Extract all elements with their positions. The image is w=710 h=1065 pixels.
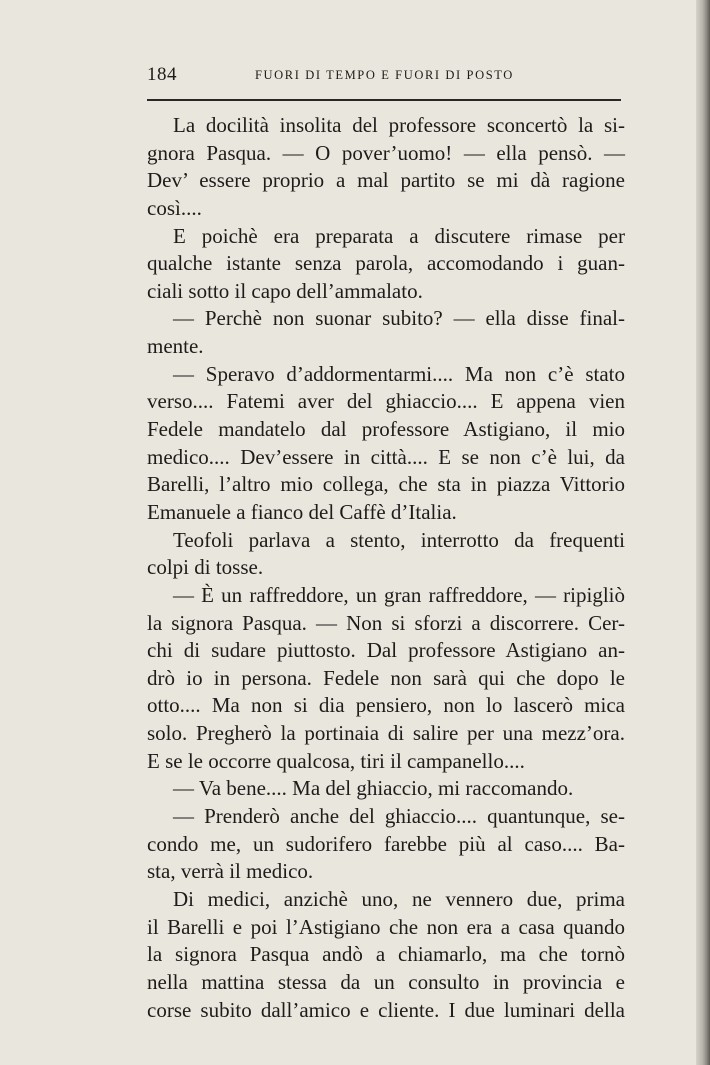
- text-line: Di medici, anzichè uno, ne vennero due, prima: [173, 886, 625, 911]
- text-line: Emanuele a fianco del Caffè d’Italia.: [147, 499, 457, 524]
- text-line: mente.: [147, 334, 204, 359]
- text-line: condo me, un sudorifero farebbe più al caso.... Ba-: [147, 831, 625, 856]
- text-line: il Barelli e poi l’Astigiano che non era a casa quando: [147, 914, 625, 939]
- text-line: E poichè era preparata a discutere rimase per: [173, 223, 625, 248]
- text-line: Barelli, l’altro mio collega, che sta in piazza Vittorio: [147, 472, 625, 497]
- text-line: La docilità insolita del professore sconcertò la si-: [173, 113, 625, 137]
- text-line: otto.... Ma non si dia pensiero, non lo lascerò mica: [147, 693, 625, 718]
- text-line: così....: [147, 195, 202, 220]
- page-edge-shadow: [696, 0, 710, 1065]
- text-line: drò io in persona. Fedele non sarà qui che dopo le: [147, 665, 625, 690]
- text-line: chi di sudare piuttosto. Dal professore Astigiano an-: [147, 638, 625, 663]
- text-line: corse subito dall’amico e cliente. I due luminari della: [147, 997, 625, 1022]
- text-line: Teofoli parlava a stento, interrotto da frequenti: [173, 527, 625, 552]
- text-line: — Va bene.... Ma del ghiaccio, mi raccomando.: [173, 776, 574, 801]
- body-text: [147, 112, 625, 1024]
- running-head: [147, 64, 625, 88]
- text-line: sta, verrà il medico.: [147, 859, 314, 884]
- running-title: FUORI DI TEMPO E FUORI DI POSTO: [255, 68, 514, 82]
- text-line: — È un raffreddore, un gran raffreddore, — ripigliò: [173, 582, 625, 607]
- page-number: 184: [147, 64, 177, 85]
- text-line: la signora Pasqua. — Non si sforzi a discorrere. Cer-: [147, 610, 625, 635]
- text-line: E se le occorre qualcosa, tiri il campanello....: [147, 748, 525, 773]
- text-line: gnora Pasqua. — O pover’uomo! — ella pensò. —: [147, 140, 625, 165]
- text-line: ciali sotto il capo dell’ammalato.: [147, 278, 423, 303]
- text-line: — Prenderò anche del ghiaccio.... quantunque, se-: [173, 804, 625, 829]
- text-line: — Speravo d’addormentarmi.... Ma non c’è stato: [173, 361, 625, 386]
- text-line: qualche istante senza parola, accomodando i guan-: [147, 251, 625, 276]
- text-line: verso.... Fatemi aver del ghiaccio.... E appena vien: [147, 389, 625, 414]
- text-line: Dev’ essere proprio a mal partito se mi dà ragione: [147, 168, 625, 193]
- text-line: Fedele mandatelo dal professore Astigiano, il mio: [147, 417, 625, 442]
- text-line: medico.... Dev’essere in città.... E se non c’è lui, da: [147, 444, 625, 469]
- text-line: nella mattina stessa da un consulto in provincia e: [147, 969, 625, 994]
- text-line: colpi di tosse.: [147, 555, 264, 580]
- text-line: solo. Pregherò la portinaia di salire per una mezz’ora.: [147, 721, 625, 746]
- text-line: — Perchè non suonar subito? — ella disse final-: [173, 306, 625, 331]
- text-line: la signora Pasqua andò a chiamarlo, ma che tornò: [147, 942, 625, 967]
- header-rule: [147, 99, 621, 101]
